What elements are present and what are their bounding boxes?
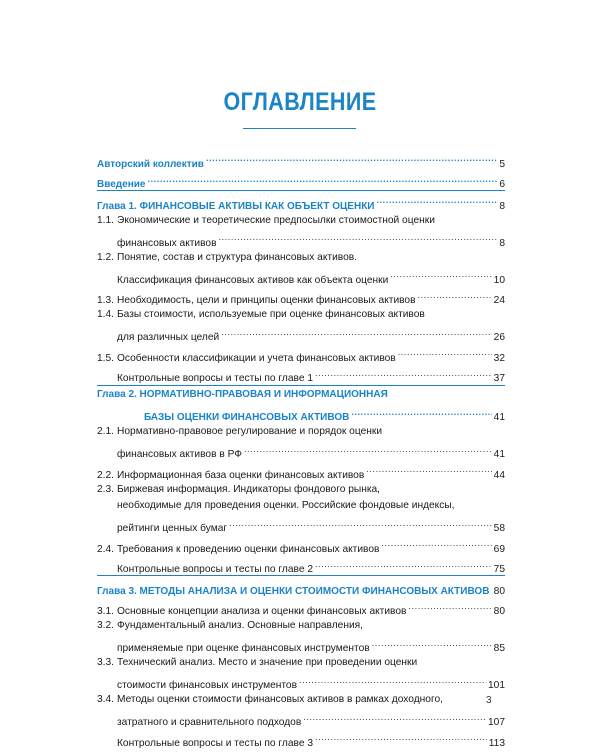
toc-page-number: 41 bbox=[494, 447, 505, 464]
toc-entry-text: Методы оценки стоимости финансовых активов в рамках доходного, bbox=[117, 692, 443, 709]
toc-page-number: 58 bbox=[494, 521, 505, 538]
toc-entry bbox=[97, 461, 505, 478]
toc-entry-number: 3.4. bbox=[97, 692, 117, 709]
toc-entry-number: 2.1. bbox=[97, 424, 117, 441]
toc-page-number: 37 bbox=[494, 371, 505, 388]
dot-leader bbox=[398, 344, 492, 361]
toc-chapter bbox=[97, 385, 505, 420]
toc-entry-text: Информационная база оценки финансовых активов bbox=[117, 468, 364, 485]
toc-page-number: 5 bbox=[499, 157, 505, 174]
toc-page-number: 32 bbox=[494, 351, 505, 368]
toc-page-number: 6 bbox=[499, 177, 505, 194]
toc-page-number: 24 bbox=[494, 293, 505, 310]
toc-entry-text: Понятие, состав и структура финансовых активов. bbox=[117, 250, 357, 267]
page-title: ОГЛАВЛЕНИЕ bbox=[42, 88, 558, 117]
dot-leader bbox=[147, 171, 497, 188]
dot-leader bbox=[303, 709, 486, 726]
toc-entry bbox=[97, 535, 505, 552]
toc-page-number: 75 bbox=[494, 562, 505, 579]
toc-entry-text: Классификация финансовых активов как объекта оценки bbox=[117, 273, 388, 290]
toc-page-number: 8 bbox=[499, 236, 505, 253]
toc-page-number: 107 bbox=[488, 715, 505, 732]
toc-page-number: 80 bbox=[494, 584, 505, 601]
toc-page-number: 8 bbox=[499, 199, 505, 216]
toc-page-number: 80 bbox=[494, 604, 505, 621]
toc-entry bbox=[97, 729, 505, 746]
toc-page-number: 69 bbox=[494, 542, 505, 559]
toc-entry bbox=[97, 482, 505, 532]
page-number: 3 bbox=[486, 695, 492, 706]
toc-entry bbox=[97, 344, 505, 361]
toc-entry bbox=[97, 171, 505, 188]
toc-entry-text: Введение bbox=[97, 177, 145, 194]
table-of-contents bbox=[97, 150, 505, 746]
dot-leader bbox=[315, 556, 492, 573]
toc-entry-text: для различных целей bbox=[117, 330, 219, 347]
dot-leader bbox=[418, 287, 492, 304]
toc-entry-text: Глава 3. МЕТОДЫ АНАЛИЗА И ОЦЕНКИ СТОИМОСТИ ФИНАНСОВЫХ АКТИВОВ bbox=[97, 584, 489, 601]
toc-page-number: 44 bbox=[494, 468, 505, 485]
toc-entry-text: БАЗЫ ОЦЕНКИ ФИНАНСОВЫХ АКТИВОВ bbox=[144, 410, 349, 427]
toc-entry bbox=[97, 655, 505, 688]
toc-entry-text: Контрольные вопросы и тесты по главе 3 bbox=[117, 736, 313, 752]
toc-entry-number: 3.3. bbox=[97, 655, 117, 672]
toc-entry bbox=[97, 287, 505, 304]
toc-entry-text: Особенности классификации и учета финансовых активов bbox=[117, 351, 396, 368]
toc-entry bbox=[97, 307, 505, 340]
dot-leader bbox=[408, 598, 491, 615]
toc-entry-text: финансовых активов в РФ bbox=[117, 447, 242, 464]
toc-entry-number: 1.4. bbox=[97, 307, 117, 324]
toc-entry-text: Экономические и теоретические предпосылки стоимостной оценки bbox=[117, 213, 435, 230]
toc-entry-number: 1.1. bbox=[97, 213, 117, 230]
dot-leader bbox=[219, 229, 498, 246]
toc-entry bbox=[97, 424, 505, 457]
title-underline bbox=[243, 128, 356, 129]
toc-entry-text: рейтинги ценных бумаг bbox=[117, 521, 227, 538]
toc-entry-text: Нормативно-правовое регулирование и порядок оценки bbox=[117, 424, 382, 441]
dot-leader bbox=[315, 729, 487, 746]
dot-leader bbox=[381, 535, 491, 552]
toc-entry bbox=[97, 150, 505, 167]
toc-entry-text: Фундаментальный анализ. Основные направления, bbox=[117, 618, 363, 635]
toc-entry-number: 1.2. bbox=[97, 250, 117, 267]
toc-entry bbox=[97, 213, 505, 246]
toc-entry-number: 1.3. bbox=[97, 293, 117, 310]
toc-entry-number: 2.2. bbox=[97, 468, 117, 485]
dot-leader bbox=[372, 635, 492, 652]
toc-entry-text: необходимые для проведения оценки. Российские фондовые индексы, bbox=[117, 498, 455, 515]
toc-entry bbox=[97, 692, 505, 725]
dot-leader bbox=[221, 324, 491, 341]
toc-entry-text: Контрольные вопросы и тесты по главе 2 bbox=[117, 562, 313, 579]
dot-leader bbox=[376, 192, 497, 209]
toc-entry-text: Технический анализ. Место и значение при проведении оценки bbox=[117, 655, 417, 672]
toc-entry bbox=[97, 250, 505, 283]
dot-leader bbox=[366, 461, 491, 478]
dot-leader bbox=[229, 515, 492, 532]
toc-entry bbox=[97, 556, 505, 573]
toc-page-number: 101 bbox=[488, 678, 505, 695]
toc-entry-text: Базы стоимости, используемые при оценке финансовых активов bbox=[117, 307, 425, 324]
toc-entry-number: 3.1. bbox=[97, 604, 117, 621]
dot-leader bbox=[315, 365, 492, 382]
toc-entry bbox=[97, 598, 505, 615]
toc-page-number: 10 bbox=[494, 273, 505, 290]
dot-leader bbox=[351, 404, 491, 421]
toc-page-number: 41 bbox=[494, 410, 505, 427]
toc-page-number: 85 bbox=[494, 641, 505, 658]
toc-page-number: 113 bbox=[489, 736, 505, 752]
toc-entry-number: 3.2. bbox=[97, 618, 117, 635]
toc-entry-text: затратного и сравнительного подходов bbox=[117, 715, 301, 732]
toc-chapter bbox=[97, 190, 505, 209]
toc-entry bbox=[97, 365, 505, 382]
dot-leader bbox=[244, 441, 492, 458]
toc-entry-text: Глава 2. НОРМАТИВНО-ПРАВОВАЯ И ИНФОРМАЦИОННАЯ bbox=[97, 387, 388, 404]
dot-leader bbox=[299, 672, 486, 689]
toc-entry-number: 2.4. bbox=[97, 542, 117, 559]
toc-entry-text: Биржевая информация. Индикаторы фондового рынка, bbox=[117, 482, 380, 499]
toc-entry-number: 1.5. bbox=[97, 351, 117, 368]
toc-entry-text: финансовых активов bbox=[117, 236, 217, 253]
toc-entry-text: Требования к проведению оценки финансовых активов bbox=[117, 542, 379, 559]
toc-entry-text: Основные концепции анализа и оценки финансовых активов bbox=[117, 604, 406, 621]
toc-entry-text: Авторский коллектив bbox=[97, 157, 204, 174]
toc-page-number: 26 bbox=[494, 330, 505, 347]
toc-entry bbox=[97, 618, 505, 651]
toc-entry-number: 2.3. bbox=[97, 482, 117, 499]
dot-leader bbox=[390, 266, 491, 283]
toc-entry-text: Контрольные вопросы и тесты по главе 1 bbox=[117, 371, 313, 388]
toc-entry-text: применяемые при оценке финансовых инструментов bbox=[117, 641, 370, 658]
toc-entry-text: стоимости финансовых инструментов bbox=[117, 678, 297, 695]
toc-entry-text: Необходимость, цели и принципы оценки финансовых активов bbox=[117, 293, 416, 310]
toc-entry-text: Глава 1. ФИНАНСОВЫЕ АКТИВЫ КАК ОБЪЕКТ ОЦЕНКИ bbox=[97, 199, 374, 216]
toc-chapter bbox=[97, 575, 505, 594]
dot-leader bbox=[206, 150, 497, 167]
